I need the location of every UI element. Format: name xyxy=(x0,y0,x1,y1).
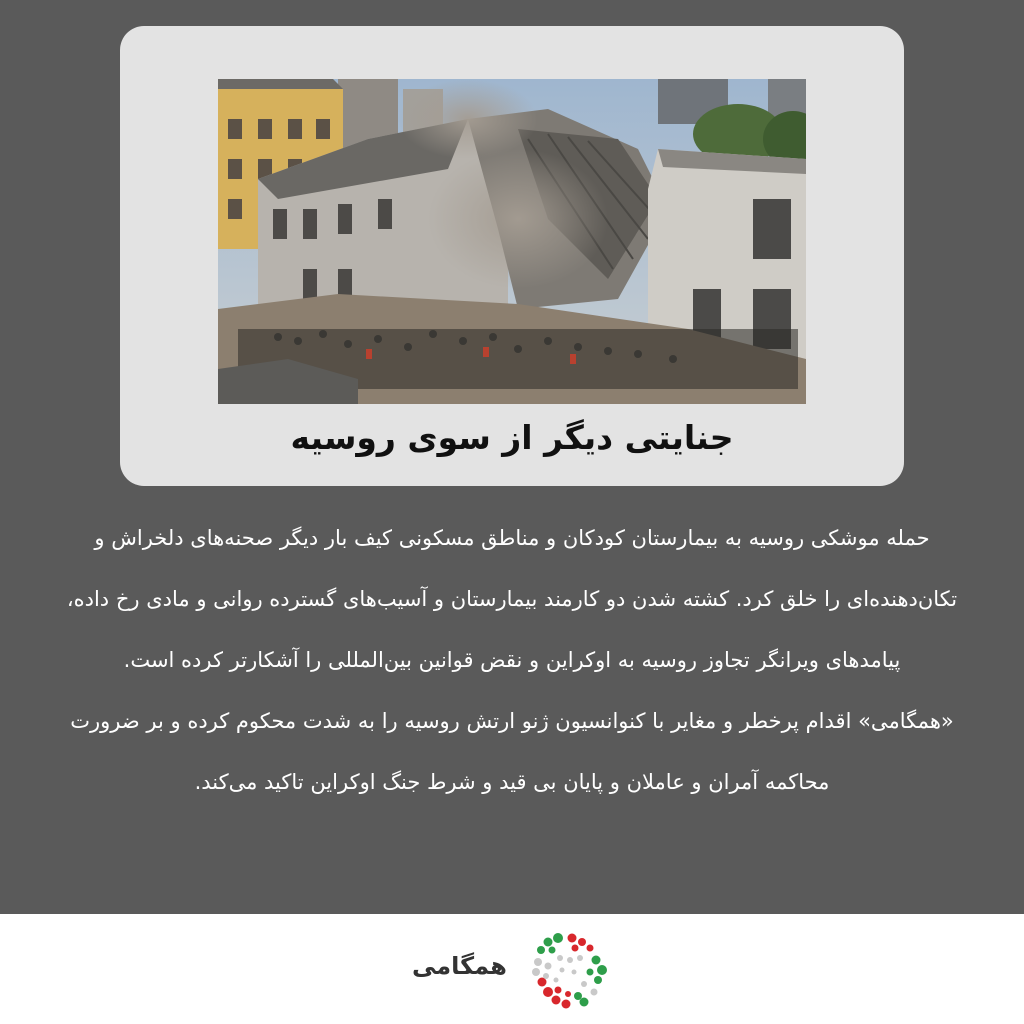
headline: جنایتی دیگر از سوی روسیه xyxy=(290,418,734,457)
hamgami-dots-logo-icon xyxy=(528,928,612,1012)
body-paragraph-2: «همگامی» اقدام پرخطر و مغایر با کنوانسیون ژنو ارتش روسیه را به شدت محکوم کرده و بر ضرورت محاکمه آمران و عاملان و پایان بی قید و شرط جنگ اوکراین تاکید می‌کند. xyxy=(70,709,954,794)
damaged-building-photo xyxy=(218,79,806,404)
body-text xyxy=(40,508,984,813)
footer xyxy=(0,914,1024,1024)
post-card xyxy=(120,26,904,486)
brand-name: همگامی xyxy=(412,952,507,980)
news-photo xyxy=(218,79,806,404)
body-paragraph-1: حمله موشکی روسیه به بیمارستان کودکان و مناطق مسکونی کیف بار دیگر صحنه‌های دلخراش و تکان‌دهنده‌ای را خلق کرد. کشته شدن دو کارمند بیمارستان و آسیب‌های گسترده روانی و مادی رخ داده، پیامدهای ویرانگر تجاوز روسیه به اوکراین و نقض قوانین بین‌المللی را آشکارتر کرده است. xyxy=(66,526,958,672)
